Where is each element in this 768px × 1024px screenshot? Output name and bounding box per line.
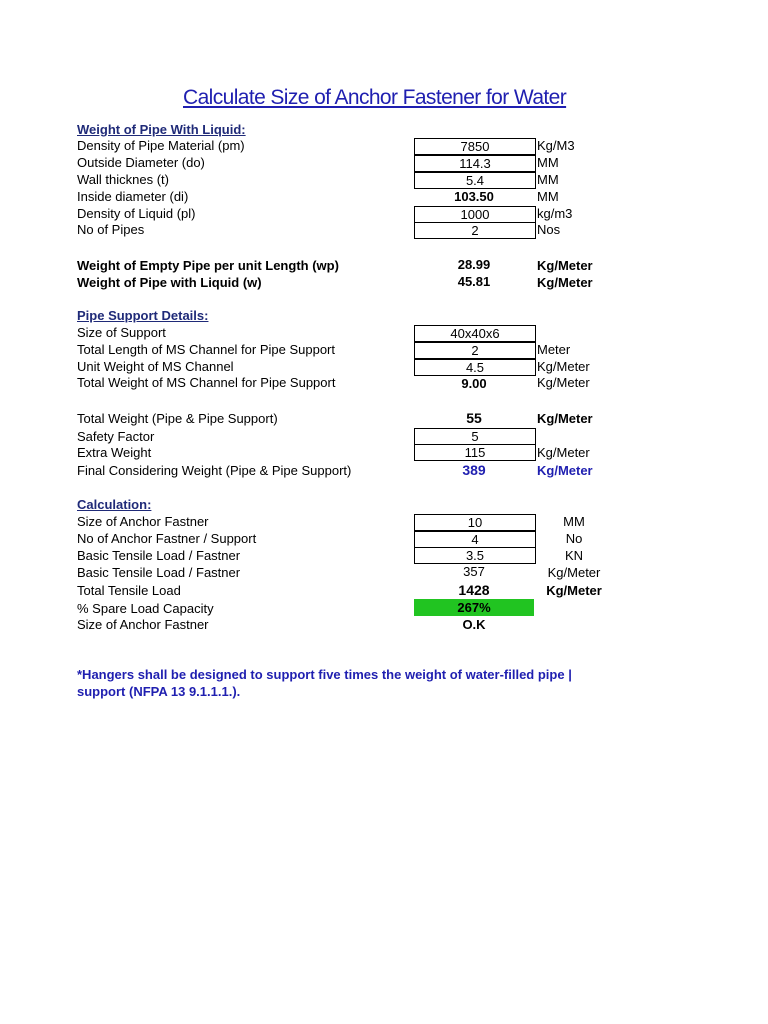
anchor-size-input[interactable]: 10 (414, 514, 536, 531)
anchor-result-value: O.K (462, 617, 486, 632)
final-weight-label: Final Considering Weight (Pipe & Pipe Support) (77, 463, 352, 478)
extra-weight-label: Extra Weight (77, 445, 152, 460)
wall-thickness-input[interactable]: 5.4 (414, 172, 536, 189)
extra-weight-input[interactable]: 115 (414, 444, 536, 461)
safety-factor-label: Safety Factor (77, 429, 155, 444)
outside-diameter-input[interactable]: 114.3 (414, 155, 536, 172)
no-pipes-input[interactable]: 2 (414, 222, 536, 239)
anchor-size-label: Size of Anchor Fastner (77, 514, 209, 529)
empty-pipe-weight-label: Weight of Empty Pipe per unit Length (wp) (77, 258, 339, 273)
section-heading-pipe: Weight of Pipe With Liquid: (77, 122, 246, 137)
total-tensile-unit: Kg/Meter (546, 583, 602, 598)
ms-total-weight-unit: Kg/Meter (537, 375, 590, 390)
spare-capacity-value: 267% (414, 599, 534, 616)
inside-diameter-value: 103.50 (454, 189, 494, 204)
final-weight-unit: Kg/Meter (537, 463, 593, 478)
inside-diameter-unit: MM (537, 189, 559, 204)
note-line-2: support (NFPA 13 9.1.1.1.). (77, 684, 241, 699)
inside-diameter-label: Inside diameter (di) (77, 189, 189, 204)
wall-thickness-label: Wall thicknes (t) (77, 172, 169, 187)
final-weight-value: 389 (462, 462, 486, 478)
pipe-liquid-weight-value: 45.81 (457, 274, 491, 289)
density-liquid-label: Density of Liquid (pl) (77, 206, 196, 221)
support-size-input[interactable]: 40x40x6 (414, 325, 536, 342)
no-pipes-unit: Nos (537, 222, 561, 237)
note-line-1: *Hangers shall be designed to support five times the weight of water-filled pipe | (77, 667, 572, 682)
pipe-liquid-weight-label: Weight of Pipe with Liquid (w) (77, 275, 262, 290)
ms-unit-weight-input[interactable]: 4.5 (414, 359, 536, 376)
section-heading-calculation: Calculation: (77, 497, 152, 512)
section-heading-support: Pipe Support Details: (77, 308, 209, 323)
ms-length-input[interactable]: 2 (414, 342, 536, 359)
tensile-kg-label: Basic Tensile Load / Fastner (77, 565, 241, 580)
total-weight-unit: Kg/Meter (537, 411, 593, 426)
ms-total-weight-value: 9.00 (461, 376, 487, 391)
tensile-kn-input[interactable]: 3.5 (414, 547, 536, 564)
anchor-count-input[interactable]: 4 (414, 531, 536, 548)
extra-weight-unit: Kg/Meter (537, 445, 590, 460)
page-title: Calculate Size of Anchor Fastener for Water (183, 86, 567, 109)
anchor-count-unit: No (565, 531, 583, 546)
empty-pipe-weight-value: 28.99 (457, 257, 491, 272)
ms-unit-weight-unit: Kg/Meter (537, 359, 590, 374)
anchor-result-label: Size of Anchor Fastner (77, 617, 209, 632)
outside-diameter-unit: MM (537, 155, 559, 170)
ms-length-unit: Meter (537, 342, 571, 357)
anchor-size-unit: MM (563, 514, 585, 529)
density-pipe-label: Density of Pipe Material (pm) (77, 138, 245, 153)
anchor-count-label: No of Anchor Fastner / Support (77, 531, 257, 546)
wall-thickness-unit: MM (537, 172, 559, 187)
tensile-kn-unit: KN (564, 548, 584, 563)
spare-capacity-label: % Spare Load Capacity (77, 601, 214, 616)
density-pipe-unit: Kg/M3 (537, 138, 575, 153)
no-pipes-label: No of Pipes (77, 222, 145, 237)
density-pipe-input[interactable]: 7850 (414, 138, 536, 155)
total-weight-label: Total Weight (Pipe & Pipe Support) (77, 411, 278, 426)
density-liquid-unit: kg/m3 (537, 206, 573, 221)
support-size-label: Size of Support (77, 325, 166, 340)
safety-factor-input[interactable]: 5 (414, 428, 536, 445)
tensile-kn-label: Basic Tensile Load / Fastner (77, 548, 241, 563)
empty-pipe-weight-unit: Kg/Meter (537, 258, 593, 273)
tensile-kg-value: 357 (463, 564, 485, 579)
ms-unit-weight-label: Unit Weight of MS Channel (77, 359, 234, 374)
pipe-liquid-weight-unit: Kg/Meter (537, 275, 593, 290)
ms-length-label: Total Length of MS Channel for Pipe Support (77, 342, 335, 357)
outside-diameter-label: Outside Diameter (do) (77, 155, 205, 170)
total-tensile-value: 1428 (458, 582, 490, 598)
density-liquid-input[interactable]: 1000 (414, 206, 536, 223)
total-weight-value: 55 (466, 410, 482, 426)
tensile-kg-unit: Kg/Meter (547, 565, 601, 580)
total-tensile-label: Total Tensile Load (77, 583, 181, 598)
ms-total-weight-label: Total Weight of MS Channel for Pipe Support (77, 375, 336, 390)
